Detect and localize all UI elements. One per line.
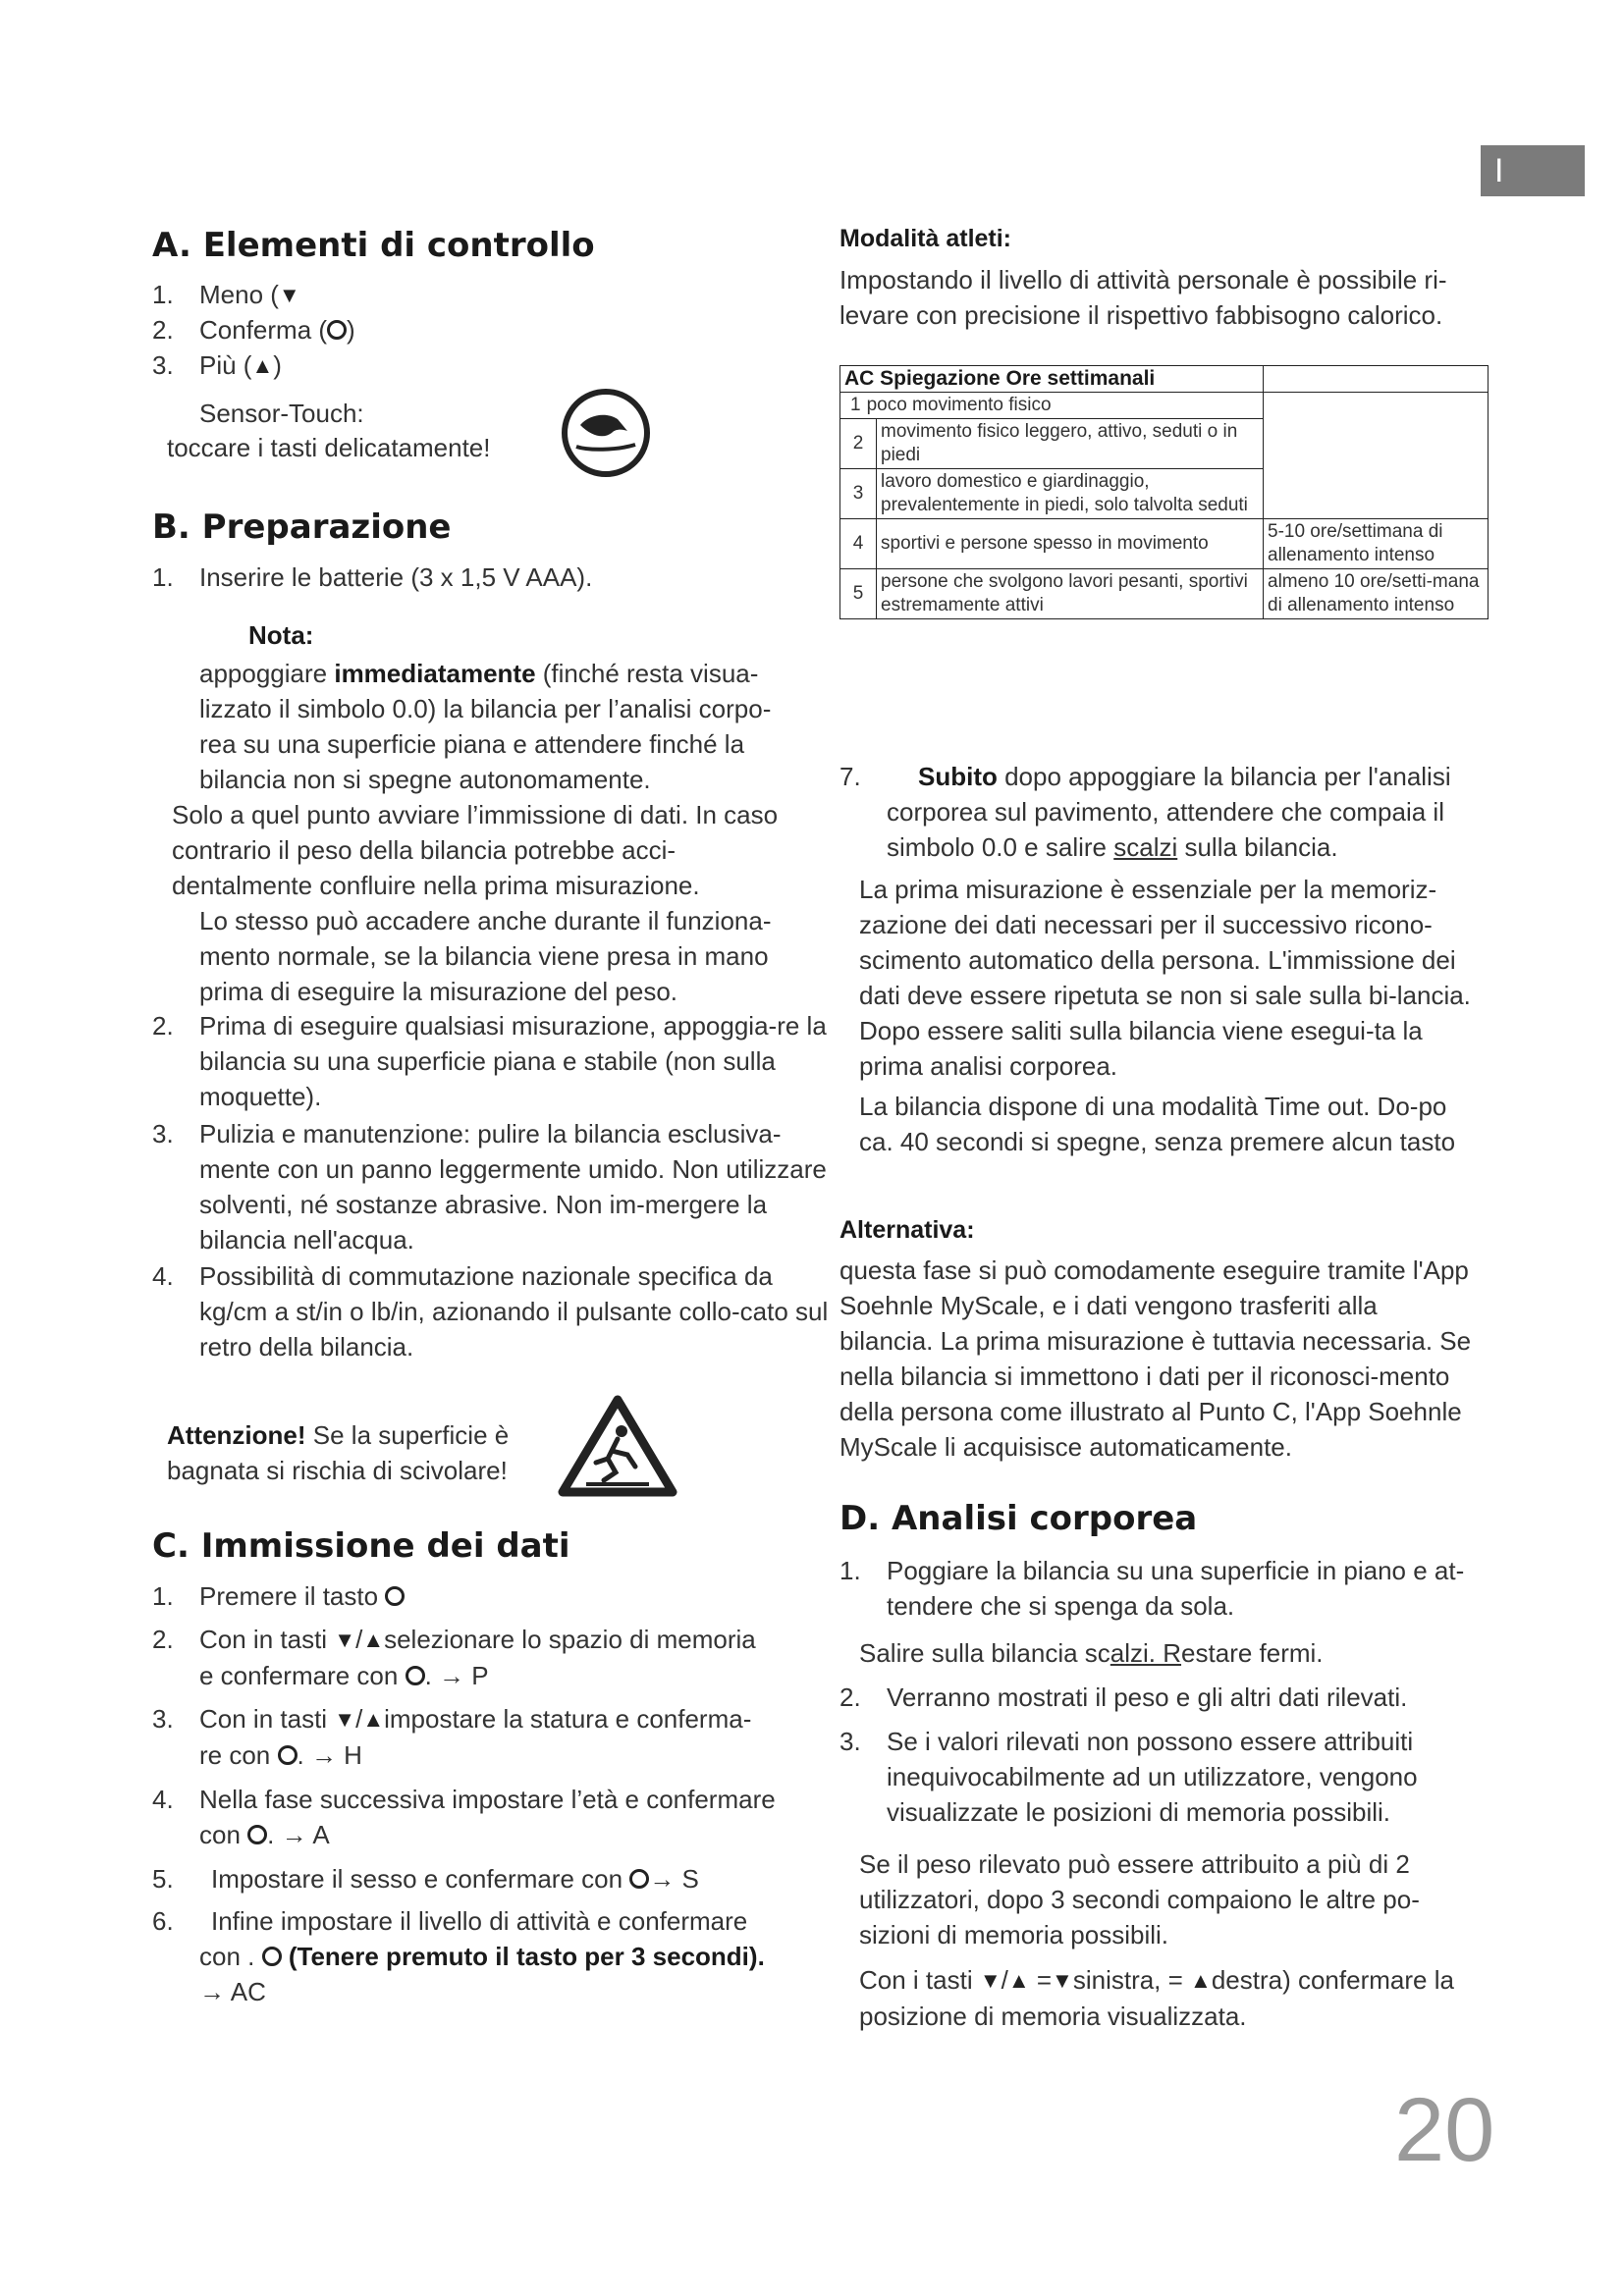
- note-text: appoggiare immediatamente (finché resta visua-lizzato il simbolo 0.0) la bilancia per l’analisi corpo-rea su una superficie piana e attendere finché la bilancia non si spegne autonomamente.: [199, 659, 772, 794]
- note-paragraph-2: Lo stesso può accadere anche durante il funziona-mento normale, se la bilancia viene presa in mano prima di eseguire la misurazione del peso.: [199, 906, 772, 1006]
- list-item: 3. Pulizia e manutenzione: pulire la bilancia esclusiva-mente con un panno leggermente umido. Non utilizzare solventi, né sostanze abrasive. Non im-mergere la bilancia nell'acqua.: [152, 1119, 827, 1255]
- list-item: 1. Meno (▼: [152, 277, 788, 313]
- alternative-text: questa fase si può comodamente eseguire tramite l'App Soehnle MyScale, e i dati vengono trasferiti alla bilancia. La prima misurazione è tuttavia necessaria. Se nella bilancia si immettono i dati per il riconosci-mento della persona come illustrato al Punto C, l'App Soehnle MyScale li acquisisce automaticamente.: [839, 1255, 1472, 1462]
- list-item: 7. Subito dopo appoggiare la bilancia per l'analisi corporea sul pavimento, attendere che compaia il simbolo 0.0 e salire scalzi sulla bilancia.: [839, 762, 1451, 862]
- list-item: 1. Inserire le batterie (3 x 1,5 V AAA).: [152, 562, 593, 592]
- confirm-icon: [406, 1666, 425, 1685]
- plus-icon: ▲: [362, 1628, 385, 1652]
- timeout-text: La bilancia dispone di una modalità Time out. Do-po ca. 40 secondi si spegne, senza premere alcun tasto: [859, 1092, 1456, 1156]
- list-item: 2. Conferma ( ): [152, 315, 355, 345]
- athletes-title: Modalità atleti:: [839, 225, 1012, 252]
- plus-icon: ▲: [1190, 1968, 1212, 1993]
- list-item: 2. Verranno mostrati il peso e gli altri dati rilevati.: [839, 1682, 1408, 1712]
- confirm-icon: [385, 1586, 405, 1606]
- slippery-warning-text: Attenzione! Se la superficie è bagnata si rischia di scivolare!: [167, 1420, 510, 1485]
- table-row: 1 poco movimento fisico: [840, 393, 1489, 419]
- confirm-icon: [327, 320, 347, 340]
- plus-icon: ▲: [362, 1707, 385, 1732]
- table-row: 4 sportivi e persone spesso in movimento 5-10 ore/settimana di allenamento intenso: [840, 519, 1489, 569]
- section-c-title: C. Immissione dei dati: [152, 1526, 570, 1566]
- list-item: 3. Più (▲): [152, 347, 788, 384]
- minus-icon: ▼: [334, 1707, 356, 1732]
- confirm-icon: [262, 1947, 282, 1966]
- minus-icon: ▼: [334, 1628, 356, 1652]
- activity-table: [839, 365, 1489, 619]
- list-item: 1. Premere il tasto: [152, 1578, 838, 1614]
- athletes-text: Impostando il livello di attività personale è possibile ri-levare con precisione il rispettivo fabbisogno calorico.: [839, 265, 1447, 330]
- language-tab: I: [1481, 145, 1585, 196]
- table-row: 2 movimento fisico leggero, attivo, seduti o in piedi: [840, 419, 1489, 469]
- step-barefoot-text: Salire sulla bilancia scalzi. Restare fermi.: [859, 1638, 1324, 1668]
- note-paragraph-1: Solo a quel punto avviare l’immissione di dati. In caso contrario il peso della bilancia potrebbe acci-dentalmente confluire nella prima misurazione.: [172, 800, 779, 900]
- table-header-row: [840, 366, 1489, 393]
- list-item: 4. Nella fase successiva impostare l’età e confermare con . → A: [152, 1785, 776, 1849]
- table-row: 5 persone che svolgono lavori pesanti, sportivi estremamente attivi almeno 10 ore/setti-mana di allenamento intenso: [840, 569, 1489, 619]
- select-position-text: Con i tasti ▼/▲ =▼sinistra, = ▲destra) confermare la posizione di memoria visualizzata.: [859, 1965, 1454, 2031]
- minus-icon: ▼: [979, 1968, 1001, 1993]
- first-measurement-text: La prima misurazione è essenziale per la memoriz-zazione dei dati necessari per il successivo ricono-scimento automatico della persona. L'immissione dei dati deve essere ripetuta se non si sale sulla bi-lancia. Dopo essere saliti sulla bilancia viene esegui-ta la prima analisi corporea.: [859, 875, 1471, 1081]
- note-label: Nota:: [248, 620, 314, 650]
- plus-icon: ▲: [251, 353, 274, 378]
- table-header: AC Spiegazione Ore settimanali: [840, 366, 1264, 393]
- sensor-touch-label: Sensor-Touch:: [199, 399, 364, 428]
- alternative-title: Alternativa:: [839, 1216, 975, 1244]
- minus-icon: ▼: [1052, 1968, 1073, 1993]
- section-a-title: A. Elementi di controllo: [152, 226, 595, 265]
- list-item: 3. Con in tasti ▼/▲impostare la statura e conferma- re con . → H: [152, 1704, 752, 1770]
- confirm-icon: [247, 1825, 267, 1844]
- list-item: 1. Poggiare la bilancia su una superficie in piano e at-tendere che si spenga da sola.: [839, 1556, 1465, 1621]
- list-item: 5. Impostare il sesso e confermare con → S: [152, 1864, 699, 1894]
- section-d-title: D. Analisi corporea: [839, 1499, 1198, 1538]
- list-item: 2. Prima di eseguire qualsiasi misurazione, appoggia-re la bilancia su una superficie piana e stabile (non sulla moquette).: [152, 1011, 827, 1111]
- section-b-title: B. Preparazione: [152, 507, 452, 547]
- list-item: 2. Con in tasti ▼/▲selezionare lo spazio di memoria e confermare con . → P: [152, 1625, 756, 1690]
- table-row: 3 lavoro domestico e giardinaggio, prevalentemente in piedi, solo talvolta seduti: [840, 469, 1489, 519]
- finger-touch-icon: [559, 386, 653, 480]
- sensor-touch-text: toccare i tasti delicatamente!: [167, 433, 491, 462]
- list-item: 4. Possibilità di commutazione nazionale specifica da kg/cm a st/in o lb/in, azionando il pulsante collo-cato sul retro della bilancia.: [152, 1261, 829, 1362]
- page-number: 20: [1394, 2080, 1495, 2180]
- list-item: 6. Infine impostare il livello di attività e confermare con . (Tenere premuto il tasto per 3 secondi). → AC: [152, 1906, 765, 2006]
- plus-icon: ▲: [1007, 1968, 1030, 1993]
- confirm-icon: [278, 1745, 298, 1765]
- confirm-icon: [629, 1869, 649, 1889]
- slippery-floor-warning-icon: [557, 1394, 678, 1502]
- minus-icon: ▼: [278, 283, 300, 307]
- multiple-users-text: Se il peso rilevato può essere attribuito a più di 2 utilizzatori, dopo 3 secondi compaiono le altre po-sizioni di memoria possibili.: [859, 1849, 1420, 1949]
- list-item: 3. Se i valori rilevati non possono essere attribuiti inequivocabilmente ad un utilizzatore, vengono visualizzate le posizioni di memoria possibili.: [839, 1727, 1418, 1827]
